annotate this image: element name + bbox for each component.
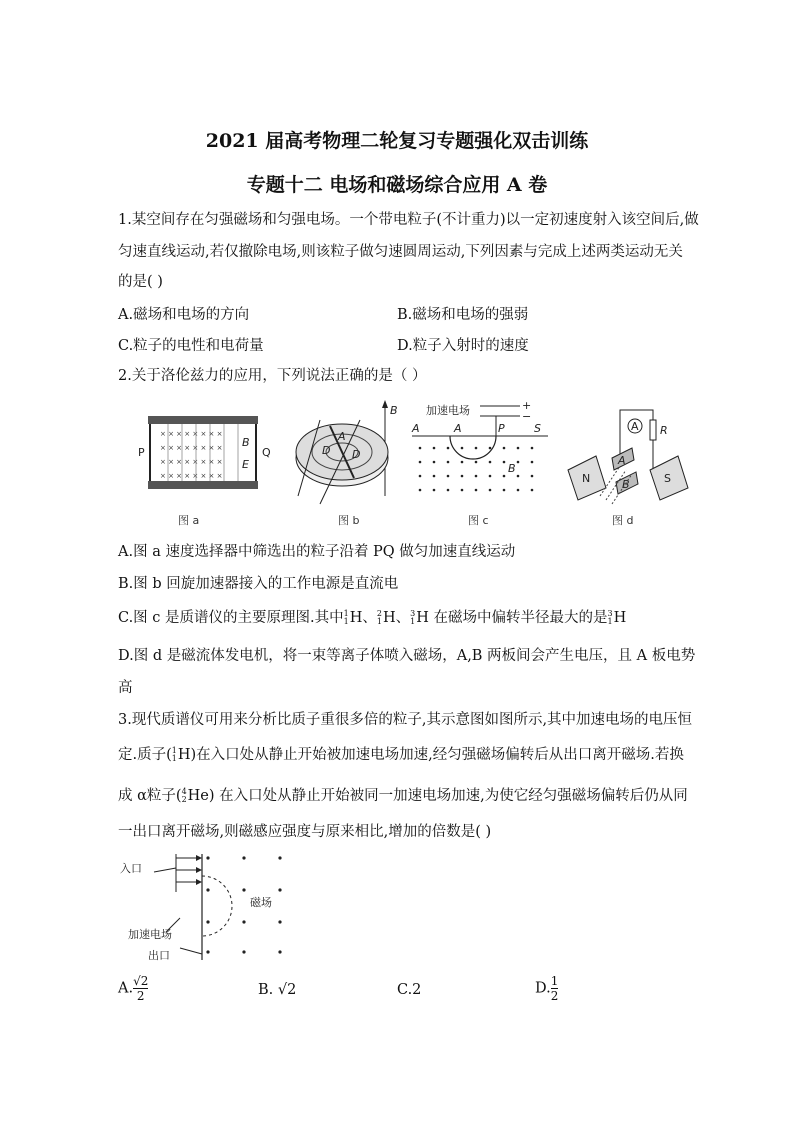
fig-c-label-a1: A (412, 422, 420, 435)
fig-d-label-r: R (660, 424, 668, 437)
q3-option-a: A. $\frac{√2}{2}$ (118, 974, 149, 1003)
fig-c-plus: + (522, 399, 532, 412)
q1-line-1: 1.某空间存在匀强磁场和匀强电场。一个带电粒子(不计重力)以一定初速度射入该空间后,做 (118, 212, 699, 228)
q2-option-a: A.图 a 速度选择器中筛选出的粒子沿着 PQ 做匀加速直线运动 (118, 544, 516, 560)
q3-fig-inlet: 入口 (120, 862, 142, 875)
q1-line-2: 匀速直线运动,若仅撤除电场,则该粒子做匀速圆周运动,下列因素与完成上述两类运动无关 (118, 244, 683, 260)
fig-a-caption: 图 a (178, 514, 200, 527)
page-title: 2021 届高考物理二轮复习专题强化双击训练 (205, 130, 589, 152)
fig-c-minus: − (522, 410, 532, 423)
fig-c-label-a2: A (454, 422, 462, 435)
q2-option-d-line-2: 高 (118, 680, 133, 696)
figure-d (560, 396, 700, 516)
q2-option-d-line-1: D.图 d 是磁流体发电机，将一束等离子体喷入磁场，A,B 两板间会产生电压，且 A 板电势 (118, 648, 696, 664)
fig-b-label-b: B (390, 404, 398, 417)
fig-a-label-p: P (138, 446, 145, 459)
fig-c-label-accel: 加速电场 (426, 404, 470, 417)
fig-a-top-plate (148, 416, 258, 424)
fig-d-label-n: N (582, 472, 591, 485)
q2-option-c: C.图 c 是质谱仪的主要原理图.其中 1 1 H、 2 1 H、 3 1 H 在磁场中偏转半径最大的是 3 1 H (118, 609, 627, 626)
fig-c-label-b: B (508, 462, 516, 475)
fig-d-label-a: A (618, 454, 626, 467)
q3-line-2: 定.质子( 1 1 H)在入口处从静止开始被加速电场加速,经匀强磁场偏转后从出口离开磁场.若换 (118, 746, 684, 763)
q1-option-a: A.磁场和电场的方向 (118, 307, 250, 323)
fig-a-label-q: Q (262, 446, 271, 459)
q3-fig-field: 磁场 (250, 896, 272, 909)
q3-figure (118, 848, 318, 963)
q1-option-b: B.磁场和电场的强弱 (397, 307, 529, 323)
q3-option-c: C.2 (397, 982, 422, 998)
fig-a-bottom-plate (148, 481, 258, 489)
fig-c-label-p: P (498, 422, 505, 435)
q3-option-b: B. √2 (258, 982, 297, 998)
q3-line-4: 一出口离开磁场,则磁感应强度与原来相比,增加的倍数是( ) (118, 824, 492, 840)
q3-line-1: 3.现代质谱仪可用来分析比质子重很多倍的粒子,其示意图如图所示,其中加速电场的电压恒 (118, 712, 693, 728)
q3-option-d: D. $\frac{1}{2}$ (535, 974, 559, 1003)
q2-option-b: B.图 b 回旋加速器接入的工作电源是直流电 (118, 576, 399, 592)
fig-d-label-s: S (664, 472, 671, 485)
q3-fig-outlet: 出口 (148, 949, 170, 962)
q1-line-3: 的是( ) (118, 274, 163, 290)
q1-option-d: D.粒子入射时的速度 (397, 338, 529, 354)
fig-b-label-d: D (352, 448, 361, 461)
fig-c-caption: 图 c (468, 514, 489, 527)
page-subtitle: 专题十二 电场和磁场综合应用 A 卷 (246, 174, 548, 196)
figure-a (118, 396, 278, 526)
q1-option-c: C.粒子的电性和电荷量 (118, 338, 264, 354)
fig-b-label-a: A (338, 430, 346, 443)
fig-d-caption: 图 d (612, 514, 634, 527)
svg-text:× × × × × × × ×: × × × × × × × × (160, 444, 223, 452)
figure-c (410, 396, 550, 516)
fig-c-label-s: S (534, 422, 541, 435)
fig-d-label-b: B (622, 478, 630, 491)
fig-b-label-d1: D (322, 444, 331, 457)
figure-b (290, 396, 410, 516)
svg-text:× × × × × × × ×: × × × × × × × × (160, 458, 223, 466)
fig-a-label-b: B (242, 436, 250, 449)
svg-text:× × × × × × × ×: × × × × × × × × (160, 430, 223, 438)
fig-d-meter: A (631, 420, 639, 433)
fig-b-caption: 图 b (338, 514, 360, 527)
fig-a-label-e: E (242, 458, 249, 471)
q2-stem: 2.关于洛伦兹力的应用，下列说法正确的是（ ） (118, 368, 427, 384)
q3-fig-accel: 加速电场 (128, 928, 172, 941)
svg-text:× × × × × × × ×: × × × × × × × × (160, 472, 223, 480)
q3-line-3: 成 α粒子( 4 2 He) 在入口处从静止开始被同一加速电场加速,为使它经匀强磁场偏转后仍从同 (118, 787, 688, 804)
